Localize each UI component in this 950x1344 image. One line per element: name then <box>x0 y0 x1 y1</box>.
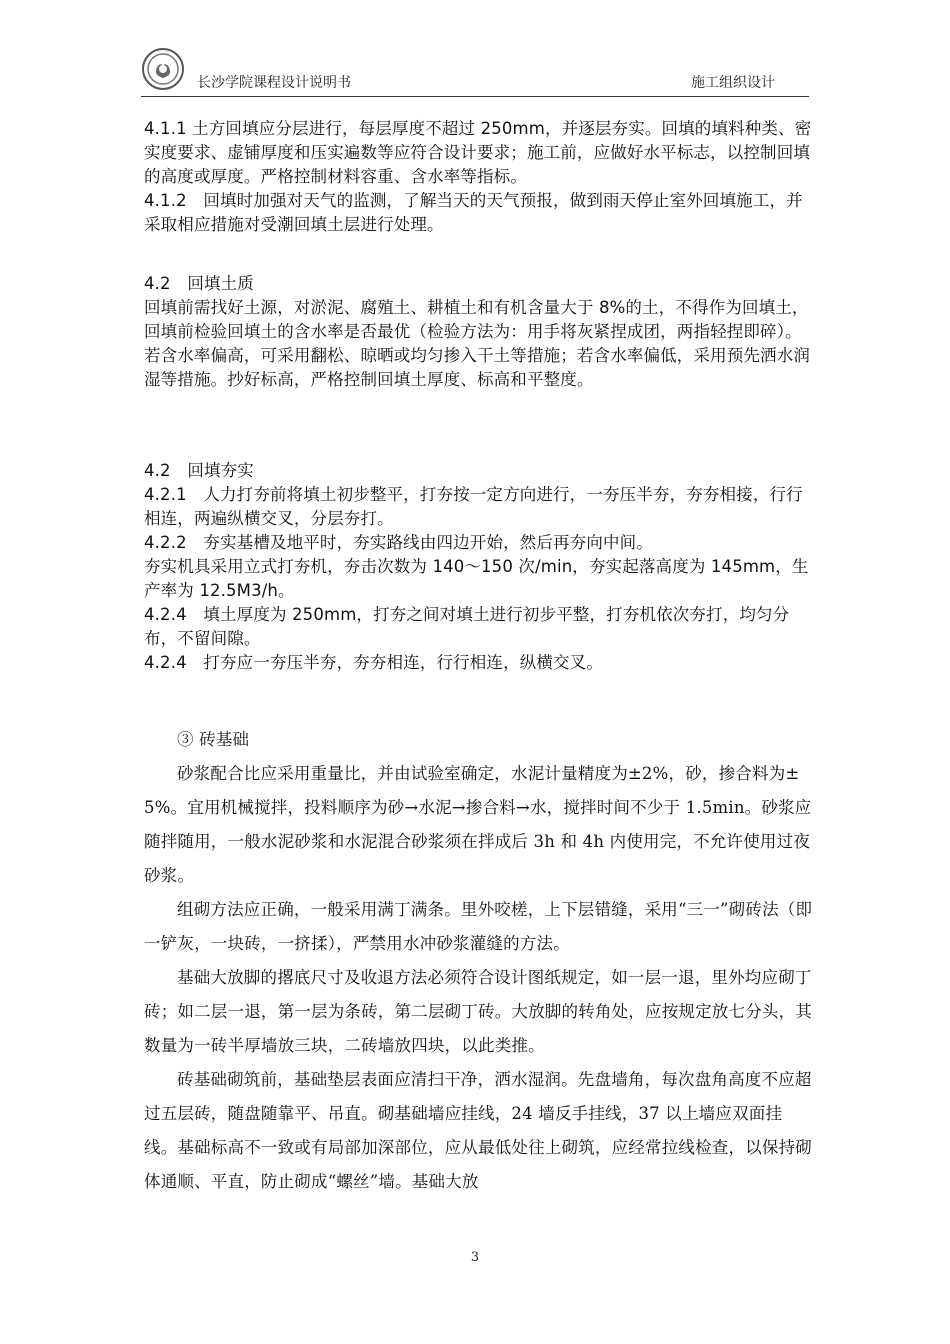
paragraph-tamping-machine: 夯实机具采用立式打夯机，夯击次数为 140～150 次/min，夯实起落高度为 145mm，生产率为 12.5M3/h。 <box>144 557 809 600</box>
section-heading-backfill-tamping: 4.2 回填夯实 <box>144 461 254 480</box>
paragraph-4-2-4-thickness: 4.2.4 填土厚度为 250mm，打夯之间对填土进行初步平整，打夯机依次夯打，均匀分布，不留间隙。 <box>144 605 790 648</box>
header-school-title: 长沙学院课程设计说明书 <box>197 75 351 91</box>
paragraph-backfill-soil: 回填前需找好土源，对淤泥、腐殖土、耕植土和有机含量大于 8%的土，不得作为回填土，回填前检验回填土的含水率是否最优（检验方法为：用手将灰紧捏成团，两指轻捏即碎）。若含水率偏高，可采用翻松、晾晒或均匀掺入干土等措施；若含水率偏低，采用预先洒水润湿等措施。抄好标高，严格控制回填土厚度、标高和平整度。 <box>144 298 810 389</box>
paragraph-mortar-mix: 砂浆配合比应采用重量比，并由试验室确定，水泥计量精度为±2%，砂，掺合料为± 5%。宜用机械搅拌，投料顺序为砂→水泥→掺合料→水，搅拌时间不少于 1.5min。砂浆应随拌随用，一般水泥砂浆和水泥混合砂浆须在拌成后 3h 和 4h 内使用完，不允许使用过夜砂浆。 <box>144 764 812 885</box>
paragraph-4-1-1: 4.1.1 土方回填应分层进行，每层厚度不超过 250mm，并逐层夯实。回填的填料种类、密实度要求、虚铺厚度和压实遍数等应符合设计要求；施工前，应做好水平标志，以控制回填的高度或厚度。严格控制材料容重、含水率等指标。 <box>144 119 812 186</box>
paragraph-4-2-2: 4.2.2 夯实基槽及地平时，夯实路线由四边开始，然后再夯向中间。 <box>144 533 653 552</box>
university-logo <box>142 48 184 90</box>
paragraph-footing-stepping: 基础大放脚的撂底尺寸及收退方法必须符合设计图纸规定，如一层一退，里外均应砌丁砖；如二层一退，第一层为条砖，第二层砌丁砖。大放脚的转角处，应按规定放七分头，其数量为一砖半厚墙放三块，二砖墙放四块，以此类推。 <box>144 968 812 1055</box>
header-course-title: 施工组织设计 <box>691 75 775 91</box>
paragraph-bonding-method: 组砌方法应正确，一般采用满丁满条。里外咬槎，上下层错缝，采用“三一”砌砖法（即一铲灰，一块砖，一挤揉），严禁用水冲砂浆灌缝的方法。 <box>144 900 813 953</box>
page-number: 3 <box>470 1250 480 1265</box>
page-header <box>141 44 809 97</box>
paragraph-4-2-4-overlap: 4.2.4 打夯应一夯压半夯，夯夯相连，行行相连，纵横交叉。 <box>144 653 603 672</box>
section-backfill-soil <box>144 272 814 392</box>
section-heading-brick-foundation: ③ 砖基础 <box>177 730 250 749</box>
paragraph-foundation-laying: 砖基础砌筑前，基础垫层表面应清扫干净，洒水湿润。先盘墙角，每次盘角高度不应超过五层砖，随盘随靠平、吊直。砌基础墙应挂线，24 墙反手挂线，37 以上墙应双面挂线。基础标高不一致或有局部加深部位，应从最低处往上砌筑，应经常拉线检查，以保持砌体通顺、平直，防止砌成“螺丝”墙。基础大放 <box>144 1070 812 1191</box>
paragraph-4-2-1: 4.2.1 人力打夯前将填土初步整平，打夯按一定方向进行，一夯压半夯，夯夯相接，行行相连，两遍纵横交叉，分层夯打。 <box>144 485 803 528</box>
section-brick-foundation <box>144 723 814 1199</box>
section-heading-backfill-soil: 4.2 回填土质 <box>144 274 254 293</box>
section-backfill-tamping <box>144 459 814 675</box>
paragraph-4-1-2: 4.1.2 回填时加强对天气的监测，了解当天的天气预报，做到雨天停止室外回填施工，并采取相应措施对受潮回填土层进行处理。 <box>144 191 803 234</box>
section-backfill-requirements <box>144 117 814 237</box>
